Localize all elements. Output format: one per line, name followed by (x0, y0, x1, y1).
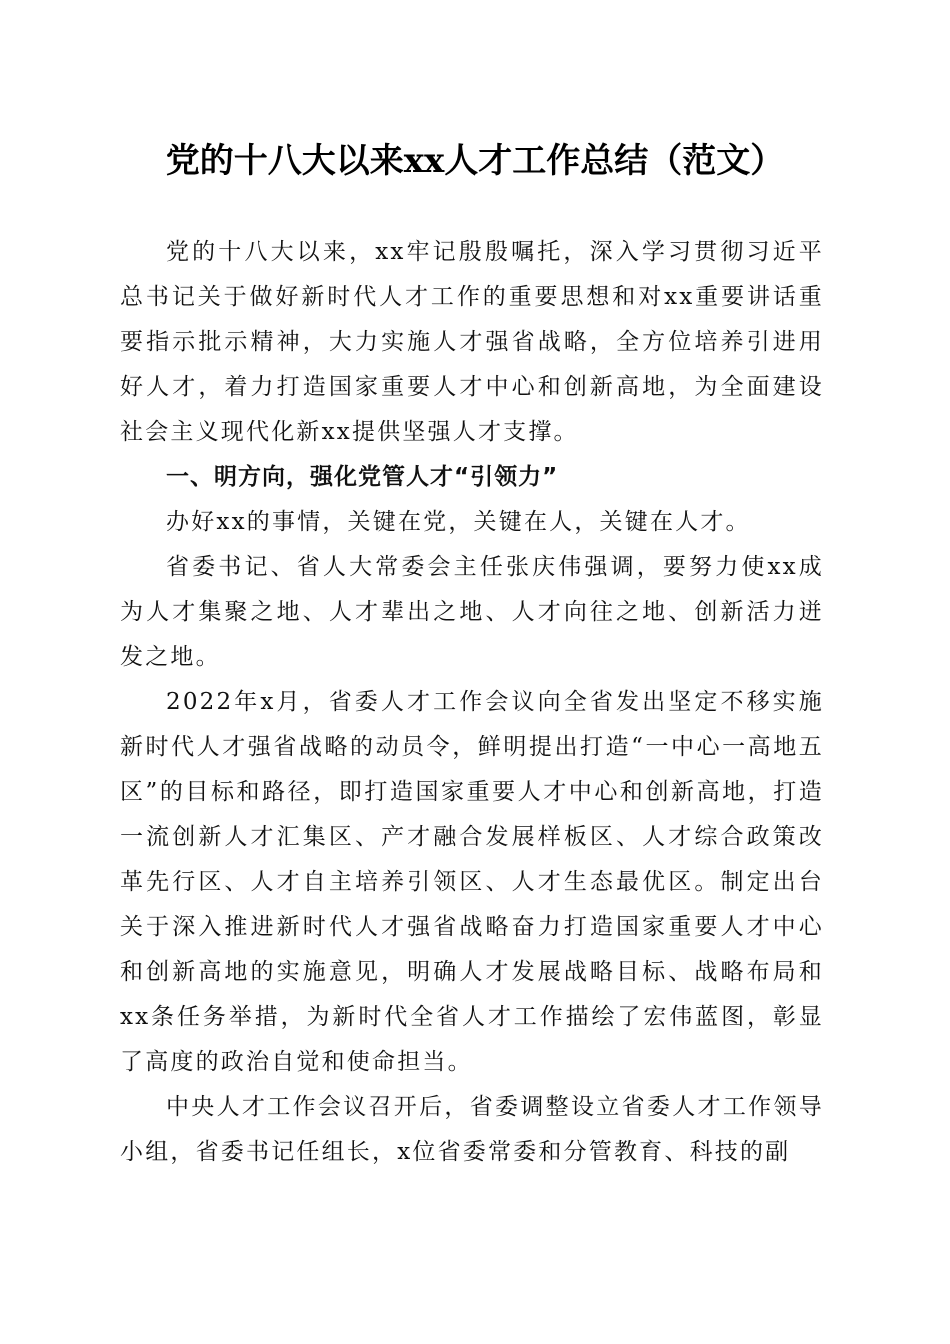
document-title: 党的十八大以来xx人才工作总结（范文） (165, 141, 785, 181)
paragraph-2022-meeting: 2022年x月，省委人才工作会议向全省发出坚定不移实施新时代人才强省战略的动员令，鲜明提出打造“一中心一高地五区”的目标和路径，即打造国家重要人才中心和创新高地，打造一流创新人才汇集区、产才融合发展样板区、人才综合政策改革先行区、人才自主培养引领区、人才生态最优区。制定出台关于深入推进新时代人才强省战略奋力打造国家重要人才中心和创新高地的实施意见，明确人才发展战略目标、战略布局和xx条任务举措，为新时代全省人才工作描绘了宏伟蓝图，彰显了高度的政治自觉和使命担当。 (120, 689, 824, 1075)
document-body (120, 230, 824, 1175)
intro-paragraph: 党的十八大以来，xx牢记殷殷嘱托，深入学习贯彻习近平总书记关于做好新时代人才工作的重要思想和对xx重要讲话重要指示批示精神，大力实施人才强省战略，全方位培养引进用好人才，着力打造国家重要人才中心和创新高地，为全面建设社会主义现代化新xx提供坚强人才支撑。 (120, 239, 824, 445)
paragraph-key-point: 办好xx的事情，关键在党，关键在人，关键在人才。 (166, 509, 751, 535)
paragraph-leading-group: 中央人才工作会议召开后，省委调整设立省委人才工作领导小组，省委书记任组长，x位省委常委和分管教育、科技的副 (120, 1094, 824, 1165)
section-heading-1: 一、明方向，强化党管人才“引领力” (166, 464, 559, 490)
paragraph-secretary-remarks: 省委书记、省人大常委会主任张庆伟强调，要努力使xx成为人才集聚之地、人才辈出之地、人才向往之地、创新活力迸发之地。 (120, 554, 824, 670)
